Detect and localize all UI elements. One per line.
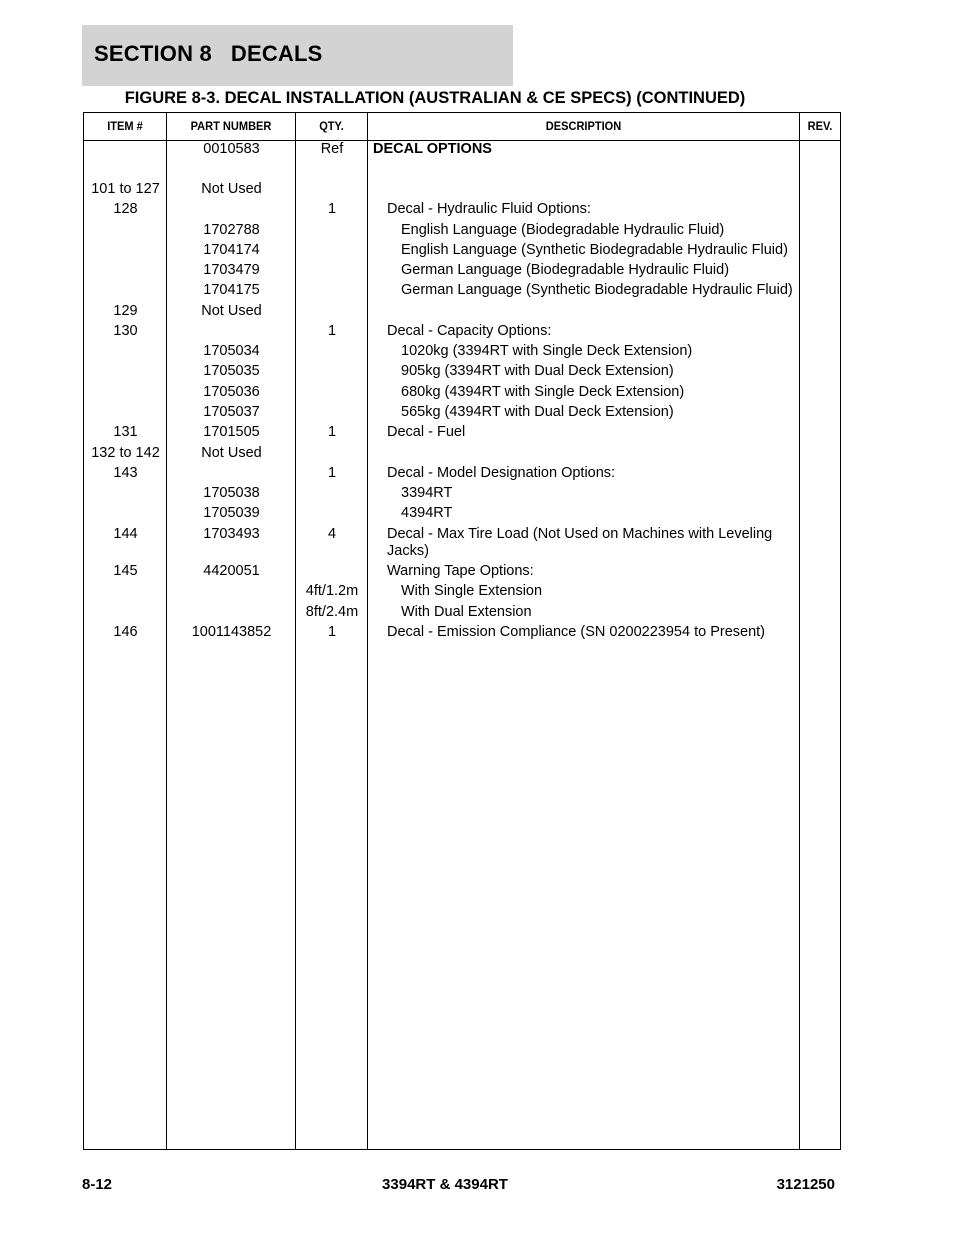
cell-qty: 8ft/2.4m <box>305 604 359 620</box>
cell-item: 128 <box>113 201 138 217</box>
cell-item: 130 <box>113 323 138 339</box>
cell-part-number: 1705034 <box>203 343 260 359</box>
cell-item: 131 <box>113 424 138 440</box>
header-qty: QTY. <box>319 119 344 133</box>
cell-qty: Ref <box>320 141 344 157</box>
cell-description: 4394RT <box>401 505 453 521</box>
cell-part-number: Not Used <box>201 181 262 197</box>
cell-part-number: 1705036 <box>203 384 260 400</box>
cell-qty: 4 <box>327 526 337 542</box>
cell-part-number: 0010583 <box>203 141 260 157</box>
cell-part-number: Not Used <box>201 303 262 319</box>
header-part-number: PART NUMBER <box>190 119 272 133</box>
cell-qty: 1 <box>327 465 337 481</box>
cell-item: 146 <box>113 624 138 640</box>
cell-part-number: 1001143852 <box>191 624 272 640</box>
cell-description: 565kg (4394RT with Dual Deck Extension) <box>401 404 674 420</box>
cell-part-number: 1705039 <box>203 505 260 521</box>
cell-description: Decal - Fuel <box>387 424 466 440</box>
cell-description: German Language (Biodegradable Hydraulic Fluid) <box>401 262 730 278</box>
cell-description: With Dual Extension <box>401 604 532 620</box>
cell-part-number: 1702788 <box>203 222 260 238</box>
footer-doc-number: 3121250 <box>776 1176 835 1193</box>
cell-part-number: 1703493 <box>203 526 260 542</box>
cell-description: 680kg (4394RT with Single Deck Extension) <box>401 384 685 400</box>
cell-qty: 1 <box>327 424 337 440</box>
cell-description: With Single Extension <box>401 583 543 599</box>
cell-qty: 4ft/1.2m <box>305 583 359 599</box>
cell-description: Decal - Hydraulic Fluid Options: <box>387 201 591 217</box>
cell-item: 132 to 142 <box>91 445 160 461</box>
footer-page-number: 8-12 <box>82 1176 113 1193</box>
header-item: ITEM # <box>107 119 143 133</box>
cell-part-number: 1703479 <box>203 262 260 278</box>
cell-qty: 1 <box>327 323 337 339</box>
cell-part-number: 1704174 <box>203 242 260 258</box>
cell-description: Decal - Capacity Options: <box>387 323 552 339</box>
cell-part-number: 4420051 <box>203 563 260 579</box>
cell-item: 143 <box>113 465 138 481</box>
section-header-band <box>82 25 513 86</box>
cell-description: English Language (Biodegradable Hydraulic Fluid) <box>401 222 725 238</box>
header-rev: REV. <box>807 119 833 133</box>
cell-qty: 1 <box>327 624 337 640</box>
cell-part-number: 1705035 <box>203 363 260 379</box>
cell-description: Decal - Emission Compliance (SN 0200223954 to Present) <box>387 624 765 640</box>
cell-description: English Language (Synthetic Biodegradable Hydraulic Fluid) <box>401 242 788 258</box>
cell-item: 144 <box>113 526 138 542</box>
section-title: SECTION 8 DECALS <box>94 41 323 66</box>
cell-item: 101 to 127 <box>91 181 160 197</box>
parts-table <box>83 112 841 1150</box>
cell-part-number: 1705038 <box>203 485 260 501</box>
cell-description: 1020kg (3394RT with Single Deck Extension) <box>401 343 693 359</box>
cell-part-number: 1704175 <box>203 282 260 298</box>
cell-description: 3394RT <box>401 485 453 501</box>
figure-title: FIGURE 8-3. DECAL INSTALLATION (AUSTRALIAN & CE SPECS) (CONTINUED) <box>124 89 746 107</box>
cell-item: 129 <box>113 303 138 319</box>
footer-model: 3394RT & 4394RT <box>382 1176 508 1193</box>
cell-part-number: 1701505 <box>203 424 260 440</box>
cell-description: Decal - Model Designation Options: <box>387 465 616 481</box>
cell-qty: 1 <box>327 201 337 217</box>
cell-item: 145 <box>113 563 138 579</box>
cell-part-number: Not Used <box>201 445 262 461</box>
cell-description: German Language (Synthetic Biodegradable Hydraulic Fluid) <box>401 282 793 298</box>
cell-description: DECAL OPTIONS <box>373 141 492 157</box>
cell-description: Warning Tape Options: <box>387 563 534 579</box>
cell-description: Decal - Max Tire Load (Not Used on Machines with Leveling Jacks) <box>387 526 773 559</box>
header-description: DESCRIPTION <box>545 119 622 133</box>
cell-description: 905kg (3394RT with Dual Deck Extension) <box>401 363 674 379</box>
cell-part-number: 1705037 <box>203 404 260 420</box>
